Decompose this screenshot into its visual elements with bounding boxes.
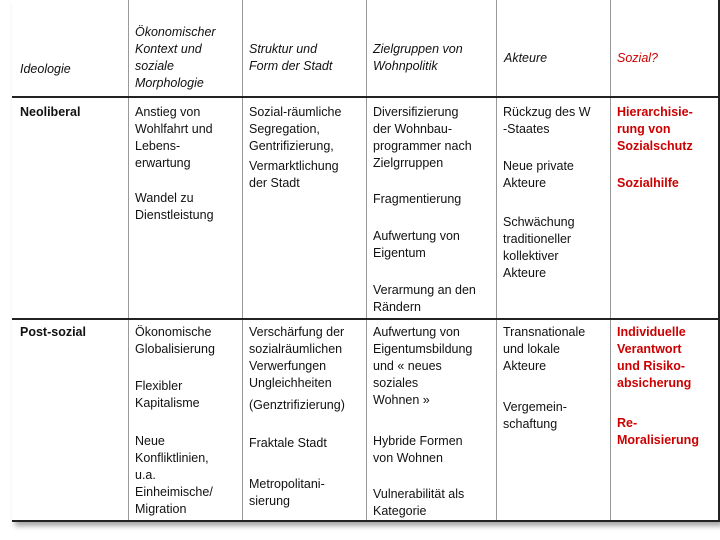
cell-text: Aufwertung von Eigentum bbox=[373, 229, 460, 260]
cell-text: Vergemein- schaftung bbox=[503, 400, 567, 431]
cell-text: Schwächung traditioneller kollektiver Akteure bbox=[503, 215, 575, 280]
column-divider bbox=[366, 0, 367, 520]
cell-text: Fraktale Stadt bbox=[249, 436, 327, 450]
cell-text: Aufwertung von Eigentumsbildung und « neues soziales Wohnen » bbox=[373, 325, 473, 407]
cell-text: Metropolitani- sierung bbox=[249, 477, 325, 508]
column-divider bbox=[128, 0, 129, 520]
cell-text: Rückzug des W -Staates bbox=[503, 105, 591, 136]
row-ideologie-neoliberal: Neoliberal bbox=[20, 105, 81, 119]
cell-text-sozial: Hierarchisie- rung von Sozialschutz bbox=[617, 105, 693, 153]
cell-text: Ökonomische Globalisierung bbox=[135, 325, 215, 356]
cell-text: Vulnerabilität als Kategorie bbox=[373, 487, 465, 518]
header-kontext: Ökonomischer Kontext und soziale Morphologie bbox=[135, 25, 216, 90]
cell-text: Diversifizierung der Wohnbau- programmer nach Zielgrruppen bbox=[373, 105, 472, 170]
row-divider-neoliberal bbox=[12, 318, 718, 320]
column-divider bbox=[610, 0, 611, 520]
header-zielgruppen: Zielgruppen von Wohnpolitik bbox=[373, 42, 463, 73]
row-divider-header bbox=[12, 96, 718, 98]
header-struktur: Struktur und Form der Stadt bbox=[249, 42, 333, 73]
cell-text: Wandel zu Dienstleistung bbox=[135, 191, 214, 222]
cell-text-sozial: Individuelle Verantwort und Risiko- absicherung bbox=[617, 325, 692, 390]
cell-text: Verschärfung der sozialräumlichen Verwerfungen Ungleichheiten bbox=[249, 325, 345, 390]
cell-text: Transnationale und lokale Akteure bbox=[503, 325, 586, 373]
cell-text: Hybride Formen von Wohnen bbox=[373, 434, 463, 465]
cell-text: Flexibler Kapitalisme bbox=[135, 379, 200, 410]
header-ideologie: Ideologie bbox=[20, 62, 71, 76]
cell-text: Verarmung an den Rändern bbox=[373, 283, 476, 314]
cell-text: Anstieg von Wohlfahrt und Lebens- erwartung bbox=[135, 105, 213, 170]
cell-text: Neue Konfliktlinien, u.a. Einheimische/ Migration bbox=[135, 434, 213, 516]
column-divider bbox=[496, 0, 497, 520]
cell-text: Vermarktlichung der Stadt bbox=[249, 159, 339, 190]
row-ideologie-postsozial: Post-sozial bbox=[20, 325, 86, 339]
cell-text: Sozial-räumliche Segregation, Gentrifizierung, bbox=[249, 105, 342, 153]
cell-text: Neue private Akteure bbox=[503, 159, 574, 190]
cell-text-sozial: Sozialhilfe bbox=[617, 176, 679, 190]
column-divider bbox=[242, 0, 243, 520]
cell-text-sozial: Re- Moralisierung bbox=[617, 416, 699, 447]
cell-text: Fragmentierung bbox=[373, 192, 462, 206]
header-akteure: Akteure bbox=[504, 51, 548, 65]
header-sozial: Sozial? bbox=[617, 51, 658, 65]
cell-text: (Genztrifizierung) bbox=[249, 398, 345, 412]
